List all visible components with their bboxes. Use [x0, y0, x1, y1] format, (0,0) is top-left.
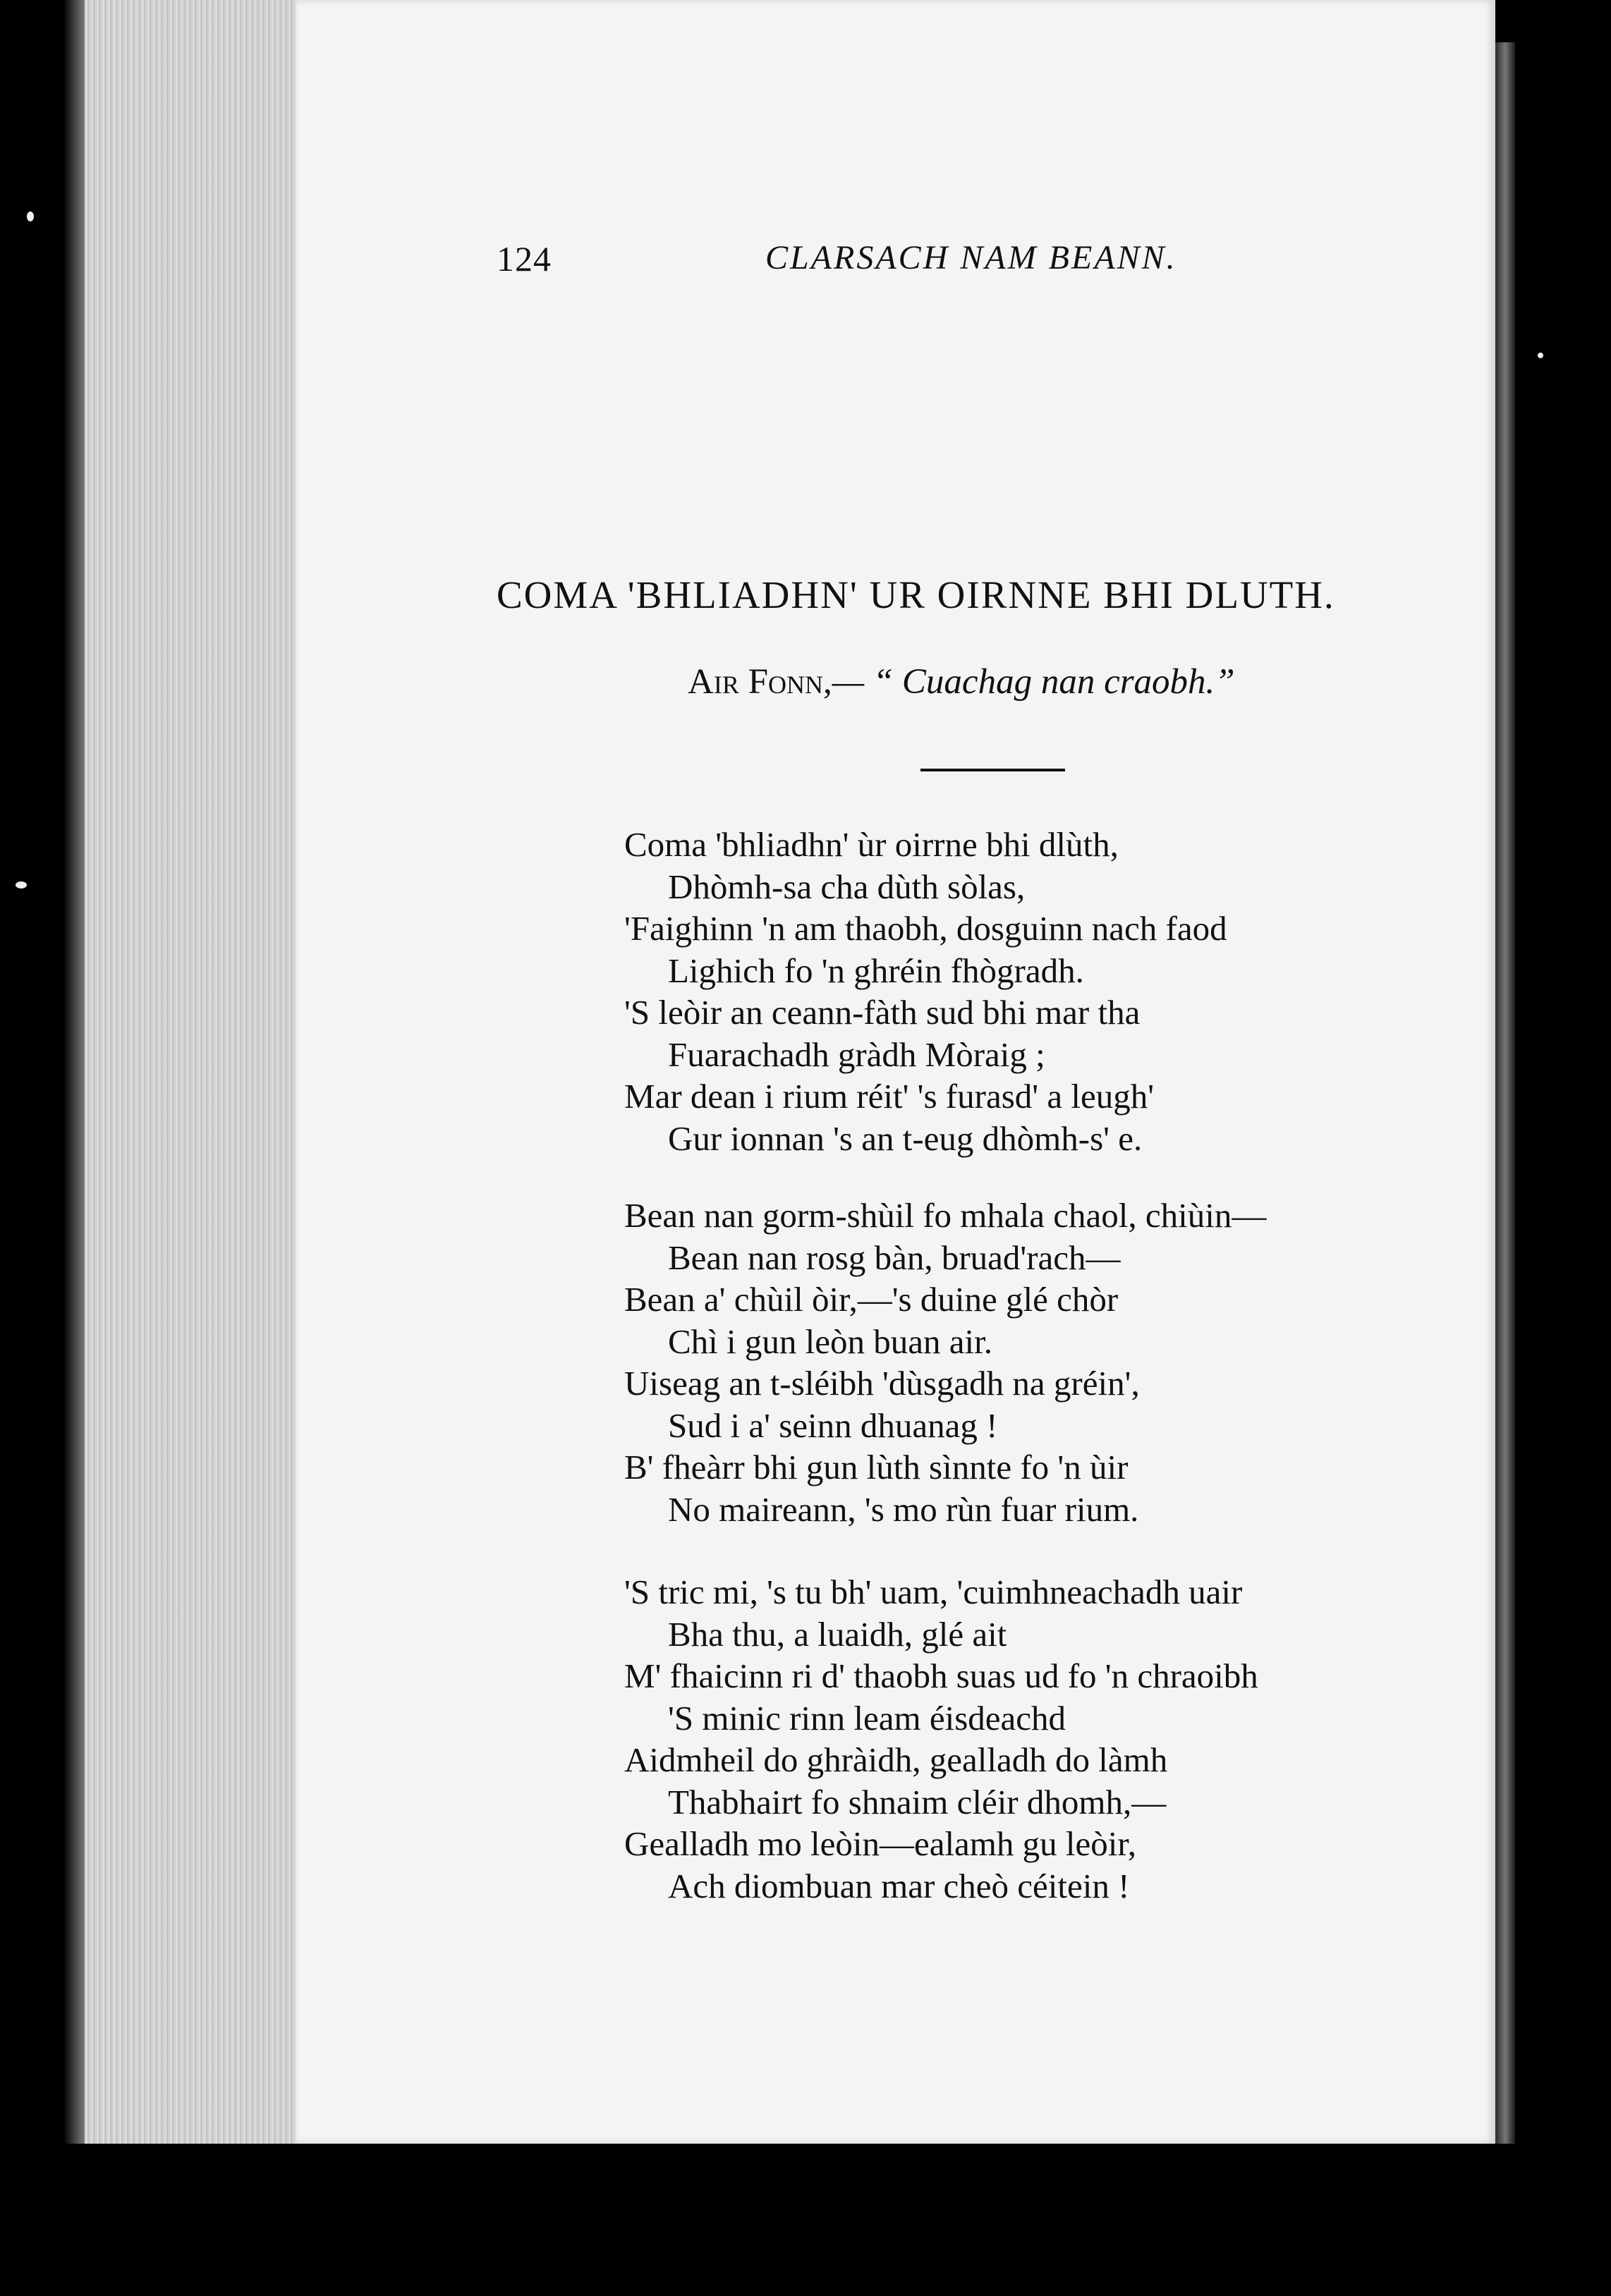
- scan-speck: [27, 212, 34, 221]
- verse-line: B' fheàrr bhi gun lùth sìnnte fo 'n ùir: [624, 1448, 1129, 1486]
- title-rule: [920, 769, 1065, 771]
- verse-line: 'S leòir an ceann-fàth sud bhi mar tha: [624, 993, 1141, 1032]
- stanza-1: [624, 824, 1485, 1159]
- verse-line: 'Faighinn 'n am thaobh, dosguinn nach faod: [624, 909, 1227, 948]
- verse-line: Fuarachadh gràdh Mòraig ;: [668, 1034, 1045, 1074]
- verse-line: Gur ionnan 's an t-eug dhòmh-s' e.: [668, 1118, 1143, 1158]
- page-number: 124: [497, 239, 552, 279]
- verse-line: Bean a' chùil òir,—'s duine glé chòr: [624, 1280, 1119, 1319]
- air-line: [688, 661, 1235, 702]
- verse-line: Bean nan rosg bàn, bruad'rach—: [668, 1238, 1121, 1277]
- binding-edge: [1495, 42, 1515, 2144]
- verse-line: Ach diombuan mar cheò céitein !: [668, 1866, 1130, 1905]
- verse-line: Mar dean i rium réit' 's furasd' a leugh': [624, 1077, 1155, 1116]
- running-head: CLARSACH NAM BEANN.: [765, 239, 1177, 276]
- verse-line: Dhòmh-sa cha dùth sòlas,: [668, 867, 1026, 906]
- poem-title: COMA 'BHLIADHN' UR OIRNNE BHI DLUTH.: [497, 573, 1335, 616]
- verse-line: Aidmheil do ghràidh, gealladh do làmh: [624, 1740, 1168, 1779]
- page-edge-stack: [85, 0, 296, 2144]
- verse-line: M' fhaicinn ri d' thaobh suas ud fo 'n chraoibh: [624, 1656, 1258, 1695]
- scan-speck: [16, 881, 27, 889]
- verse-line: Coma 'bhliadhn' ùr oirrne bhi dlùth,: [624, 825, 1119, 864]
- scan-margin-bottom: [0, 2144, 1611, 2296]
- verse-line: Chì i gun leòn buan air.: [668, 1321, 992, 1361]
- verse-line: 'S minic rinn leam éisdeachd: [668, 1698, 1066, 1738]
- scan-margin-right: [1515, 0, 1611, 2296]
- verse-line: Sud i a' seinn dhuanag !: [668, 1405, 998, 1445]
- stanza-3: [624, 1571, 1485, 1907]
- air-tune: — “ Cuachag nan craobh.”: [832, 662, 1235, 702]
- air-label: Air Fonn,: [688, 662, 832, 702]
- verse-line: Gealladh mo leòin—ealamh gu leòir,: [624, 1824, 1137, 1863]
- verse-line: Bha thu, a luaidh, glé ait: [668, 1614, 1007, 1654]
- verse-line: Thabhairt fo shnaim cléir dhomh,—: [668, 1782, 1167, 1821]
- verse-line: Bean nan gorm-shùil fo mhala chaol, chiùin—: [624, 1196, 1267, 1235]
- scan-speck: [1538, 353, 1543, 358]
- verse-line: No maireann, 's mo rùn fuar rium.: [668, 1489, 1139, 1529]
- stanza-2: [624, 1195, 1485, 1530]
- verse-line: Uiseag an t-sléibh 'dùsgadh na gréin',: [624, 1364, 1140, 1403]
- page-edge-shadow: [63, 0, 87, 2144]
- verse-line: 'S tric mi, 's tu bh' uam, 'cuimhneachadh uair: [624, 1573, 1243, 1611]
- verse-line: Lighich fo 'n ghréin fhògradh.: [668, 951, 1084, 990]
